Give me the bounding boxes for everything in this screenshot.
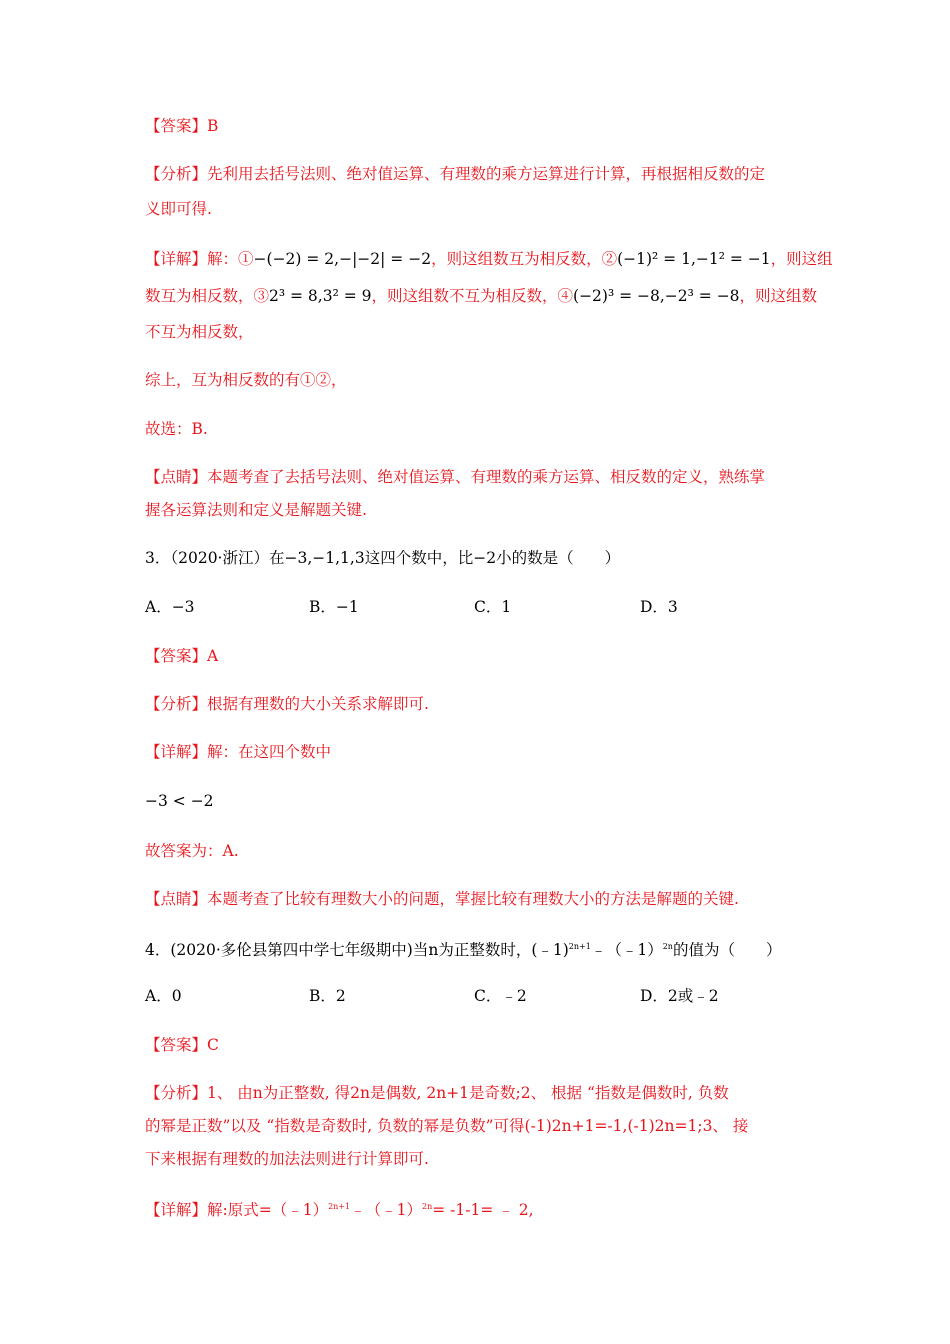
q2-choice: 故选：B. [145, 420, 208, 438]
detail-text: ﹣（﹣1） [350, 1201, 423, 1219]
exponent: 2n+1 [328, 1202, 351, 1211]
math-expression: (−2)³ = −8,−2³ = −8 [573, 287, 740, 305]
detail-text: ，则这组数不互为相反数，④ [371, 287, 574, 305]
answer-text: B [207, 117, 219, 135]
math-expression: 2³ = 8,3² = 9 [269, 287, 372, 305]
exponent: 2n [662, 942, 673, 951]
q3-option-c: C．1 [474, 598, 512, 616]
q3-final: 故答案为：A. [145, 842, 239, 860]
analysis-tag: 【分析】 [145, 695, 208, 713]
q2-detail-line3: 不互为相反数， [145, 323, 254, 341]
answer-text: C [207, 1036, 219, 1054]
exponent: 2n+1 [568, 942, 591, 951]
q4-analysis-line3: 下来根据有理数的加法法则进行计算即可. [145, 1150, 429, 1168]
question-text: 3．（2020·浙江）在 [145, 549, 285, 567]
answer-text: A [207, 647, 219, 665]
answer-tag: 【答案】 [145, 117, 208, 135]
q4-option-b: B．2 [309, 987, 346, 1005]
detail-text: 数互为相反数，③ [145, 287, 270, 305]
question-text: 4．(2020·多伦县第四中学七年级期中)当n为正整数时，(﹣1) [145, 941, 569, 959]
comment-tag: 【点睛】 [145, 468, 208, 486]
q3-option-b: B．−1 [309, 598, 359, 616]
answer-tag: 【答案】 [145, 1036, 208, 1054]
q2-detail-line1 [145, 249, 833, 269]
detail-tag: 【详解】 [145, 1201, 208, 1219]
q2-analysis-line2: 义即可得. [145, 200, 212, 218]
math-expression: (−1)² = 1,−1² = −1 [617, 250, 771, 268]
q4-analysis-line1 [145, 1083, 729, 1103]
analysis-text: 根据有理数的大小关系求解即可. [207, 695, 429, 713]
detail-text: ，则这组数互为相反数，② [431, 250, 618, 268]
detail-text: 解：① [207, 250, 254, 268]
question-text: 小的数是（ ） [496, 549, 621, 567]
q3-answer [145, 646, 218, 666]
q3-option-a: A．−3 [145, 598, 195, 616]
comment-text: 本题考查了去括号法则、绝对值运算、有理数的乘方运算、相反数的定义，熟练掌 [207, 468, 766, 486]
analysis-tag: 【分析】 [145, 165, 208, 183]
math-expression: −3,−1,1,3 [284, 549, 365, 567]
q2-comment-line2: 握各运算法则和定义是解题关键. [145, 501, 367, 519]
q2-answer [145, 116, 218, 136]
question-text: 的值为（ ） [672, 941, 782, 959]
q4-answer [145, 1035, 219, 1055]
question-text: 这四个数中，比 [364, 549, 474, 567]
q3-inequality: −3 < −2 [145, 792, 214, 810]
comment-tag: 【点睛】 [145, 890, 208, 908]
detail-text: ，则这组数 [739, 287, 818, 305]
q4-question [145, 937, 781, 960]
q4-analysis-line2: 的幂是正数”以及 “指数是奇数时, 负数的幂是负数”可得(-1)2n+1=-1,(-1)2n=1;3、 接 [145, 1117, 749, 1135]
comment-text: 本题考查了比较有理数大小的问题，掌握比较有理数大小的方法是解题的关键. [207, 890, 739, 908]
q4-detail [145, 1197, 534, 1220]
q4-option-d: D．2或﹣2 [640, 987, 719, 1005]
q3-comment [145, 889, 739, 909]
q3-analysis [145, 694, 429, 714]
q4-option-a: A．0 [145, 987, 182, 1005]
answer-tag: 【答案】 [145, 647, 208, 665]
exponent: 2n [422, 1202, 433, 1211]
math-expression: −(−2) = 2,−|−2| = −2 [253, 250, 432, 268]
q3-option-d: D．3 [640, 598, 678, 616]
q4-option-c: C．﹣2 [474, 987, 527, 1005]
q2-analysis-line1 [145, 164, 765, 184]
math-expression: −2 [473, 549, 497, 567]
analysis-text: 1、 由n为正整数, 得2n是偶数, 2n+1是奇数;2、 根据 “指数是偶数时, 负数 [207, 1084, 729, 1102]
analysis-text: 先利用去括号法则、绝对值运算、有理数的乘方运算进行计算，再根据相反数的定 [207, 165, 766, 183]
detail-tag: 【详解】 [145, 250, 208, 268]
detail-text: = -1-1= ﹣ 2, [432, 1201, 534, 1219]
detail-tag: 【详解】 [145, 743, 208, 761]
q3-detail [145, 742, 331, 762]
q3-question [145, 548, 620, 568]
detail-text: 解:原式=（﹣1） [207, 1201, 329, 1219]
q2-comment-line1 [145, 467, 765, 487]
q2-detail-line2 [145, 286, 817, 306]
q2-summary: 综上，互为相反数的有①②， [145, 371, 347, 389]
analysis-tag: 【分析】 [145, 1084, 208, 1102]
detail-text: 解：在这四个数中 [207, 743, 332, 761]
question-text: ﹣（﹣1） [590, 941, 663, 959]
detail-text: ，则这组 [770, 250, 833, 268]
